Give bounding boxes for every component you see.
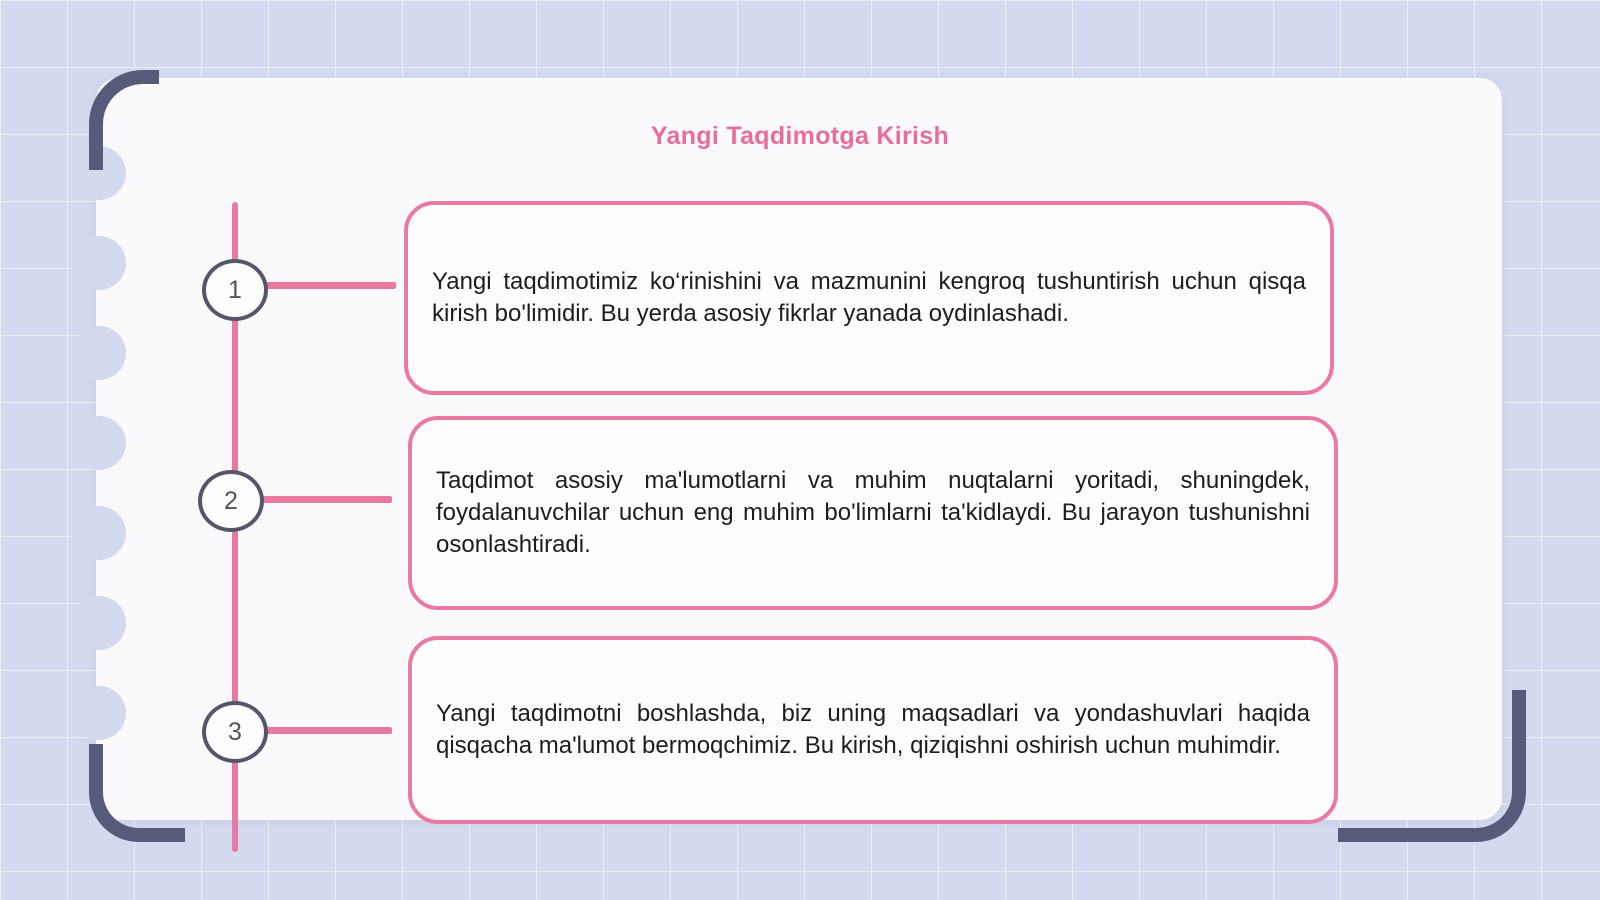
step-number: 1 — [228, 275, 242, 304]
step-box-2 — [408, 416, 1338, 610]
step-text: Yangi taqdimotni boshlashda, biz uning maqsadlari va yondashuvlari haqida qisqacha ma'lumot bermoqchimiz. Bu kirish, qiziqishni oshirish uchun muhimdir. — [436, 700, 1310, 759]
step-box-3 — [408, 636, 1338, 824]
step-marker-3 — [202, 701, 268, 763]
step-number: 2 — [224, 486, 238, 515]
notebook-scallop — [72, 416, 126, 470]
corner-bracket-bottom-right — [1338, 690, 1526, 842]
step-text: Yangi taqdimotimiz ko‘rinishini va mazmunini kengroq tushuntirish uchun qisqa kirish bo'limidir. Bu yerda asosiy fikrlar yanada oydinlashadi. — [432, 268, 1306, 327]
step-number: 3 — [228, 717, 242, 746]
timeline-connector — [262, 496, 392, 503]
notebook-scallop — [72, 326, 126, 380]
notebook-scallop — [72, 596, 126, 650]
step-text: Taqdimot asosiy ma'lumotlarni va muhim nuqtalarni yoritadi, shuningdek, foydalanuvchilar uchun eng muhim bo'limlarni ta'kidlaydi. Bu jarayon tushunishni osonlashtiradi. — [436, 467, 1310, 558]
notebook-scallop — [72, 686, 126, 740]
slide-title: Yangi Taqdimotga Kirish — [650, 122, 950, 150]
corner-bracket-top-left — [89, 70, 159, 170]
step-marker-1 — [202, 259, 268, 321]
timeline-connector — [266, 282, 396, 289]
corner-bracket-bottom-left — [89, 744, 185, 842]
notebook-scallop — [72, 236, 126, 290]
step-marker-2 — [198, 470, 264, 532]
notebook-scallop — [72, 506, 126, 560]
timeline-connector — [266, 727, 392, 734]
step-box-1 — [404, 201, 1334, 395]
